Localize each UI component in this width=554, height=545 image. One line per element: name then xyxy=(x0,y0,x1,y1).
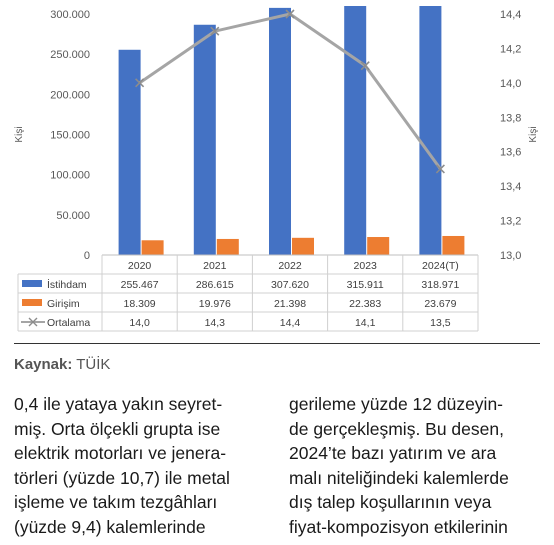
girisim-bar xyxy=(442,236,464,255)
right-tick-label: 14,2 xyxy=(500,43,522,56)
category-label: 2024(T) xyxy=(422,260,459,272)
istihdam-bar xyxy=(419,6,441,255)
right-tick-label: 13,8 xyxy=(500,112,522,125)
data-label: 318.971 xyxy=(421,279,460,291)
source-value: TÜİK xyxy=(76,356,111,373)
category-label: 2023 xyxy=(353,260,377,272)
data-label: 19.976 xyxy=(198,298,231,310)
category-label: 2022 xyxy=(278,260,302,272)
legend-key xyxy=(22,280,42,287)
data-label: 14,1 xyxy=(354,317,376,329)
data-label: 13,5 xyxy=(430,317,451,329)
body-line: törleri (yüzde 10,7) ile metal xyxy=(14,467,230,488)
body-line: 0,4 ile yataya yakın seyret- xyxy=(14,394,223,414)
data-label: 22.383 xyxy=(349,298,382,310)
category-label: 2021 xyxy=(203,260,227,272)
series-name: Ortalama xyxy=(47,317,91,329)
istihdam-bar xyxy=(194,25,216,255)
category-label: 2020 xyxy=(127,260,152,272)
data-label: 255.467 xyxy=(120,279,159,291)
legend-key xyxy=(22,299,42,306)
source-note xyxy=(14,356,110,373)
body-column-left xyxy=(14,392,230,539)
body-line: elektrik motorları ve jenera- xyxy=(14,443,227,463)
data-label: 14,0 xyxy=(129,317,150,329)
body-line: işleme ve takım tezgâhları xyxy=(14,492,218,512)
body-line: gerileme yüzde 12 düzeyin- xyxy=(289,394,504,414)
source-label: Kaynak: xyxy=(14,356,73,373)
series-name: Girişim xyxy=(47,298,80,310)
body-line: de gerçekleşmiş. Bu desen, xyxy=(289,418,504,439)
divider xyxy=(14,343,540,344)
right-axis-label: Kişi xyxy=(528,126,539,143)
right-tick-label: 14,4 xyxy=(500,9,522,21)
body-line: (yüzde 9,4) kalemlerinde xyxy=(14,516,206,537)
body-line: malı niteliğindeki kalemlerde xyxy=(289,467,509,488)
data-label: 307.620 xyxy=(271,279,309,291)
girisim-bar xyxy=(217,239,239,255)
body-line: miş. Orta ölçekli grupta ise xyxy=(14,418,221,439)
left-tick-label: 250.000 xyxy=(50,49,90,62)
data-label: 18.309 xyxy=(123,298,156,310)
girisim-bar xyxy=(142,240,164,255)
body-column-right xyxy=(289,392,509,539)
left-tick-label: 300.000 xyxy=(50,9,90,21)
girisim-bar xyxy=(292,238,314,255)
left-tick-label: 50.000 xyxy=(56,209,90,222)
data-label: 14,4 xyxy=(279,317,301,329)
data-label: 21.398 xyxy=(273,298,307,310)
left-axis-label: Kişi xyxy=(14,126,25,143)
body-line: fiyat-kompozisyon etkilerinin xyxy=(289,516,508,537)
right-tick-label: 13,4 xyxy=(500,181,522,194)
body-line: dış talep koşullarının veya xyxy=(289,492,492,512)
left-tick-label: 200.000 xyxy=(50,89,90,102)
data-label: 23.679 xyxy=(424,298,457,310)
left-tick-label: 150.000 xyxy=(50,129,90,142)
data-label: 315.911 xyxy=(346,279,384,291)
istihdam-bar xyxy=(269,8,291,255)
girisim-bar xyxy=(367,237,389,255)
istihdam-bar xyxy=(344,6,366,255)
data-label: 286.615 xyxy=(195,279,234,291)
data-label: 14,3 xyxy=(204,317,226,329)
right-tick-label: 14,0 xyxy=(500,77,522,90)
right-tick-label: 13,2 xyxy=(500,215,522,228)
series-name: İstihdam xyxy=(47,279,87,291)
body-line: 2024’te bazı yatırım ve ara xyxy=(289,443,497,463)
right-tick-label: 13,0 xyxy=(500,250,522,262)
left-tick-label: 100.000 xyxy=(50,169,90,182)
left-tick-label: 0 xyxy=(83,250,90,262)
right-tick-label: 13,6 xyxy=(500,146,522,159)
